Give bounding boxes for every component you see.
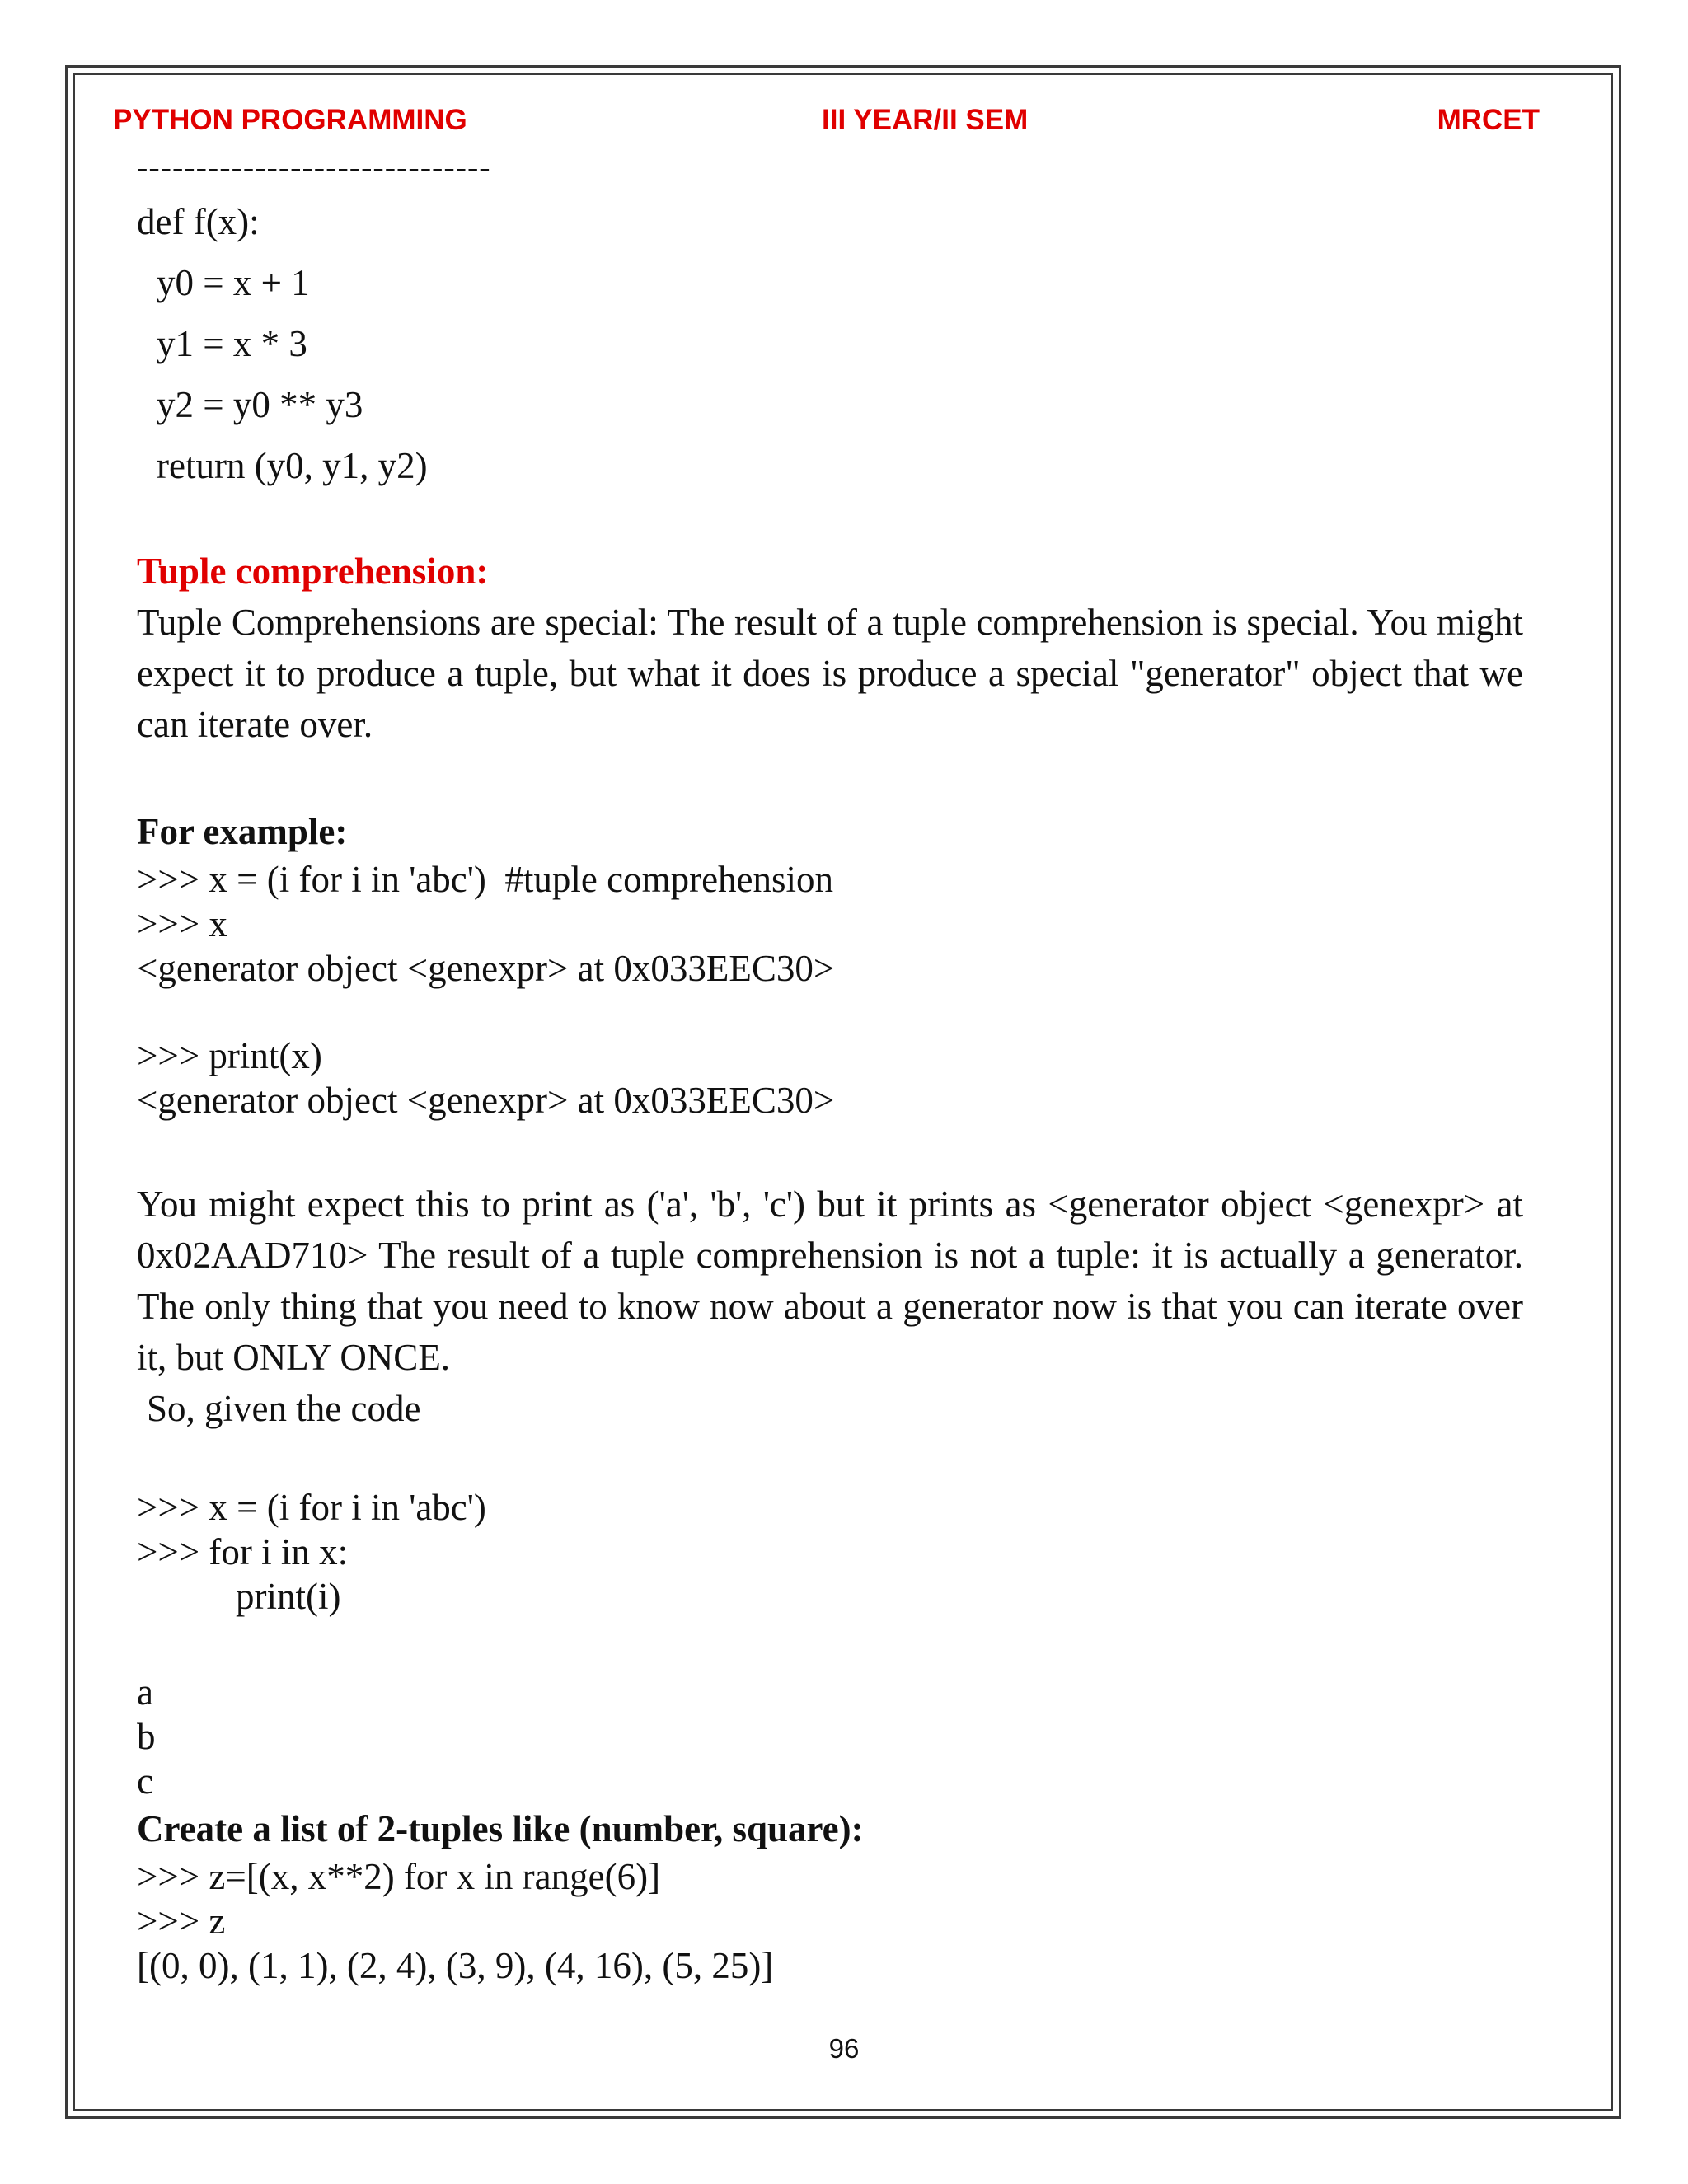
code-line: >>> x [137,903,227,944]
loop-code-block [137,1485,1523,1619]
generator-explanation-paragraph: You might expect this to print as ('a', 'b', 'c') but it prints as <generator object <genexpr> at 0x02AAD710> The result of a tuple comprehension is not a tuple: it is actually a generator. The only thing that you need to know now about a generator now is that you can iterate over it, but ONLY ONCE. [137,1183,1523,1378]
example-code-block-2 [137,1033,1523,1122]
output-line: c [137,1760,153,1802]
code-line: >>> z [137,1900,226,1942]
loop-output-block [137,1670,1523,1803]
code-line: >>> for i in x: [137,1531,349,1572]
code-line: def f(x): [137,201,260,242]
code-line: >>> print(x) [137,1035,322,1076]
code-line: print(i) [236,1576,341,1617]
square-list-heading: Create a list of 2-tuples like (number, square): [137,1808,864,1849]
section-heading-tuple-comprehension: Tuple comprehension: [137,551,489,592]
code-line: >>> x = (i for i in 'abc') [137,1487,486,1528]
output-line: b [137,1716,156,1757]
given-code-line: So, given the code [147,1388,421,1429]
output-line: a [137,1671,153,1713]
page-content [137,155,1523,1988]
code-line: y2 = y0 ** y3 [157,384,363,425]
code-line: y1 = x * 3 [157,323,307,364]
code-line: y0 = x + 1 [157,262,310,303]
tuple-comprehension-paragraph: Tuple Comprehensions are special: The result of a tuple comprehension is special. You might expect it to produce a tuple, but what it does is produce a special "generator" object that we can iterate over. [137,602,1523,745]
code-line: return (y0, y1, y2) [157,445,428,486]
code-line: <generator object <genexpr> at 0x033EEC30> [137,1080,835,1121]
divider-dashes: ------------------------------ [137,155,491,180]
header-year-sem: III YEAR/II SEM [822,104,1029,136]
function-code-block [137,191,1523,496]
page-number: 96 [828,2033,860,2064]
example-code-block-1 [137,857,1523,991]
code-line: >>> x = (i for i in 'abc') #tuple comprehension [137,859,834,900]
code-line: <generator object <genexpr> at 0x033EEC30> [137,948,835,989]
header-course-title: PYTHON PROGRAMMING [113,104,467,136]
square-list-code-block [137,1854,1523,1988]
header-institution: MRCET [1437,104,1540,136]
code-line: [(0, 0), (1, 1), (2, 4), (3, 9), (4, 16), (5, 25)] [137,1945,774,1986]
code-line: >>> z=[(x, x**2) for x in range(6)] [137,1856,661,1897]
example-heading: For example: [137,811,348,852]
